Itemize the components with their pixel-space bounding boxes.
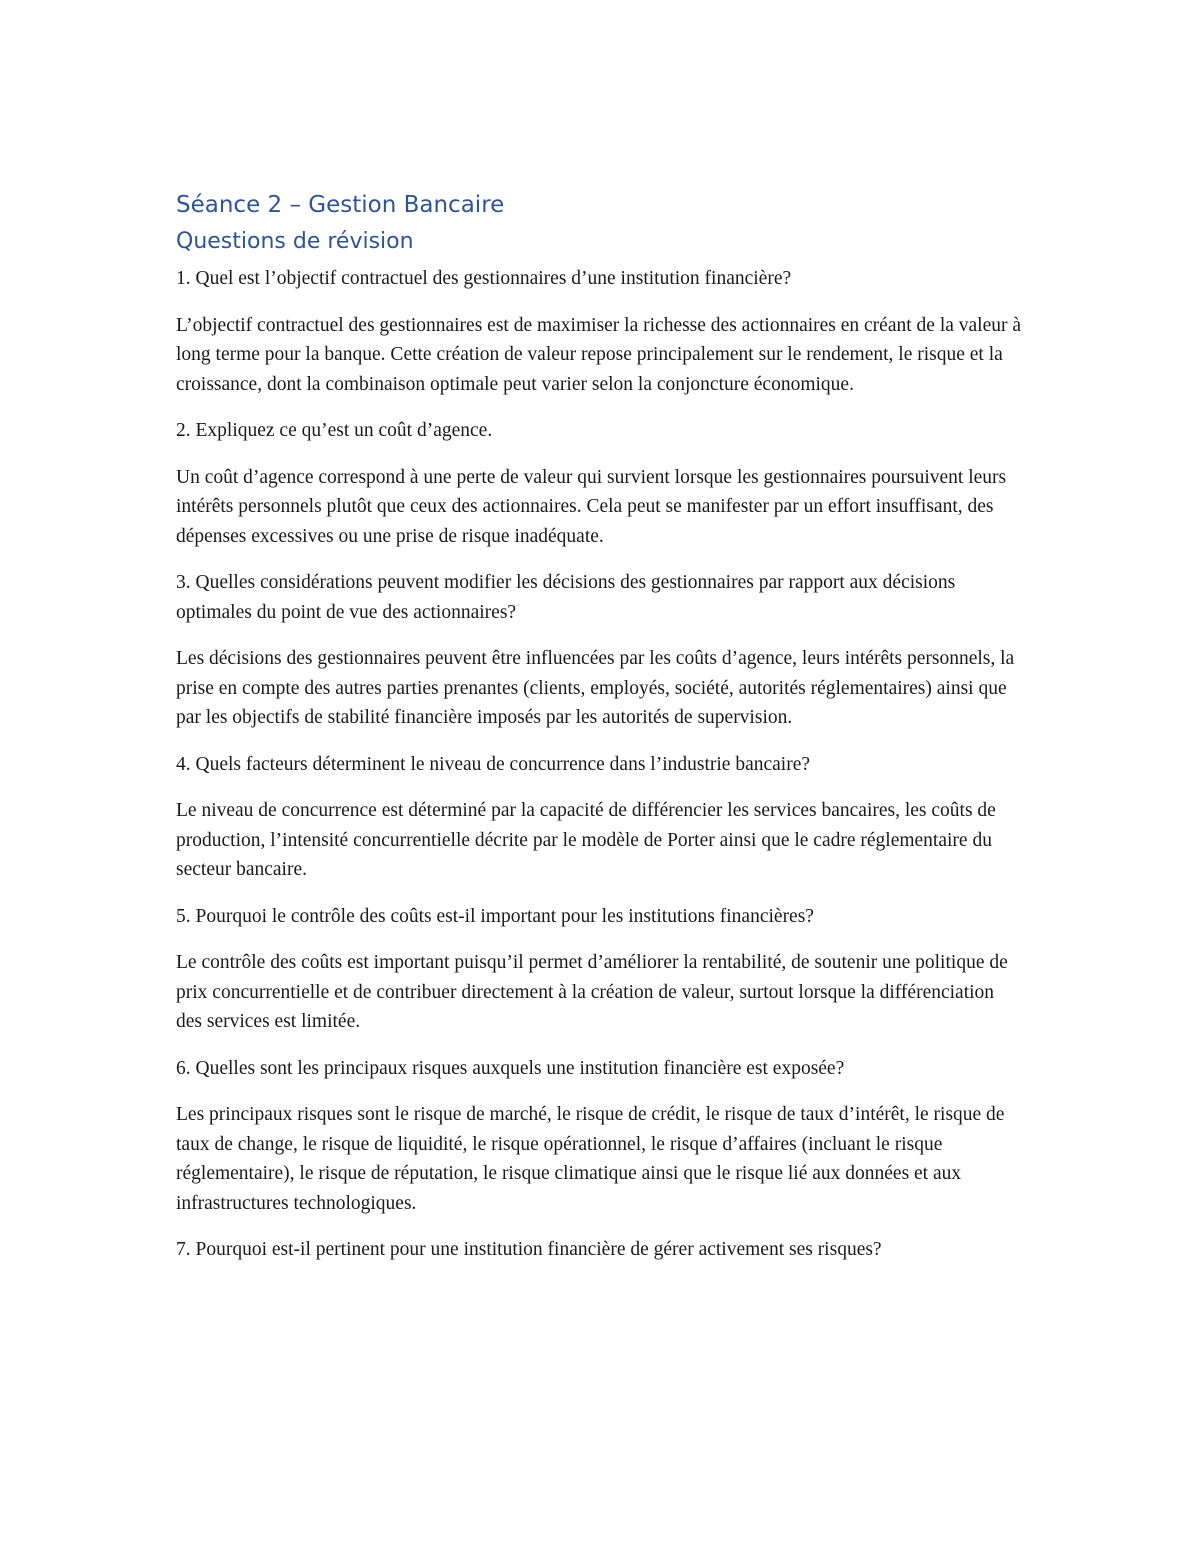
question-6: 6. Quelles sont les principaux risques auxquels une institution financière est exposée? [176, 1057, 845, 1079]
answer-4: Le niveau de concurrence est déterminé par la capacité de différencier les services bancaires, les coûts de production, l’intensité concurrentielle décrite par le modèle de Porter ainsi que le cadre réglementaire du secteur bancaire. [176, 800, 996, 880]
document-body [176, 188, 1024, 1282]
question-3: 3. Quelles considérations peuvent modifier les décisions des gestionnaires par rapport aux décisions optimales du point de vue des actionnaires? [176, 572, 956, 623]
document-subtitle: Questions de révision [176, 229, 414, 254]
question-4: 4. Quels facteurs déterminent le niveau de concurrence dans l’industrie bancaire? [176, 753, 811, 775]
answer-6: Les principaux risques sont le risque de marché, le risque de crédit, le risque de taux d’intérêt, le risque de taux de change, le risque de liquidité, le risque opérationnel, le risque d’affaires (incluant le risque réglementaire), le risque de réputation, le risque climatique ainsi que le risque lié aux données et aux infrastructures technologiques. [176, 1104, 1005, 1214]
question-2: 2. Expliquez ce qu’est un coût d’agence. [176, 420, 493, 441]
question-1: 1. Quel est l’objectif contractuel des gestionnaires d’une institution financière? [176, 268, 792, 289]
answer-5: Le contrôle des coûts est important puisqu’il permet d’améliorer la rentabilité, de soutenir une politique de prix concurrentielle et de contribuer directement à la création de valeur, surtout lorsque la différenciation des services est limitée. [176, 952, 1008, 1032]
question-7: 7. Pourquoi est-il pertinent pour une institution financière de gérer activement ses risques? [176, 1239, 882, 1260]
answer-1: L’objectif contractuel des gestionnaires est de maximiser la richesse des actionnaires en créant de la valeur à long terme pour la banque. Cette création de valeur repose principalement sur le rendement, le risque et la croissance, dont la combinaison optimale peut varier selon la conjoncture économique. [176, 314, 1022, 395]
answer-3: Les décisions des gestionnaires peuvent être influencées par les coûts d’agence, leurs intérêts personnels, la prise en compte des autres parties prenantes (clients, employés, société, autorités réglementaires) ainsi que par les objectifs de stabilité financière imposés par les autorités de supervision. [176, 648, 1015, 728]
document-title: Séance 2 – Gestion Bancaire [176, 192, 505, 218]
question-5: 5. Pourquoi le contrôle des coûts est-il important pour les institutions financières? [176, 905, 814, 927]
answer-2: Un coût d’agence correspond à une perte de valeur qui survient lorsque les gestionnaires poursuivent leurs intérêts personnels plutôt que ceux des actionnaires. Cela peut se manifester par un effort insuffisant, des dépenses excessives ou une prise de risque inadéquate. [176, 466, 1007, 547]
